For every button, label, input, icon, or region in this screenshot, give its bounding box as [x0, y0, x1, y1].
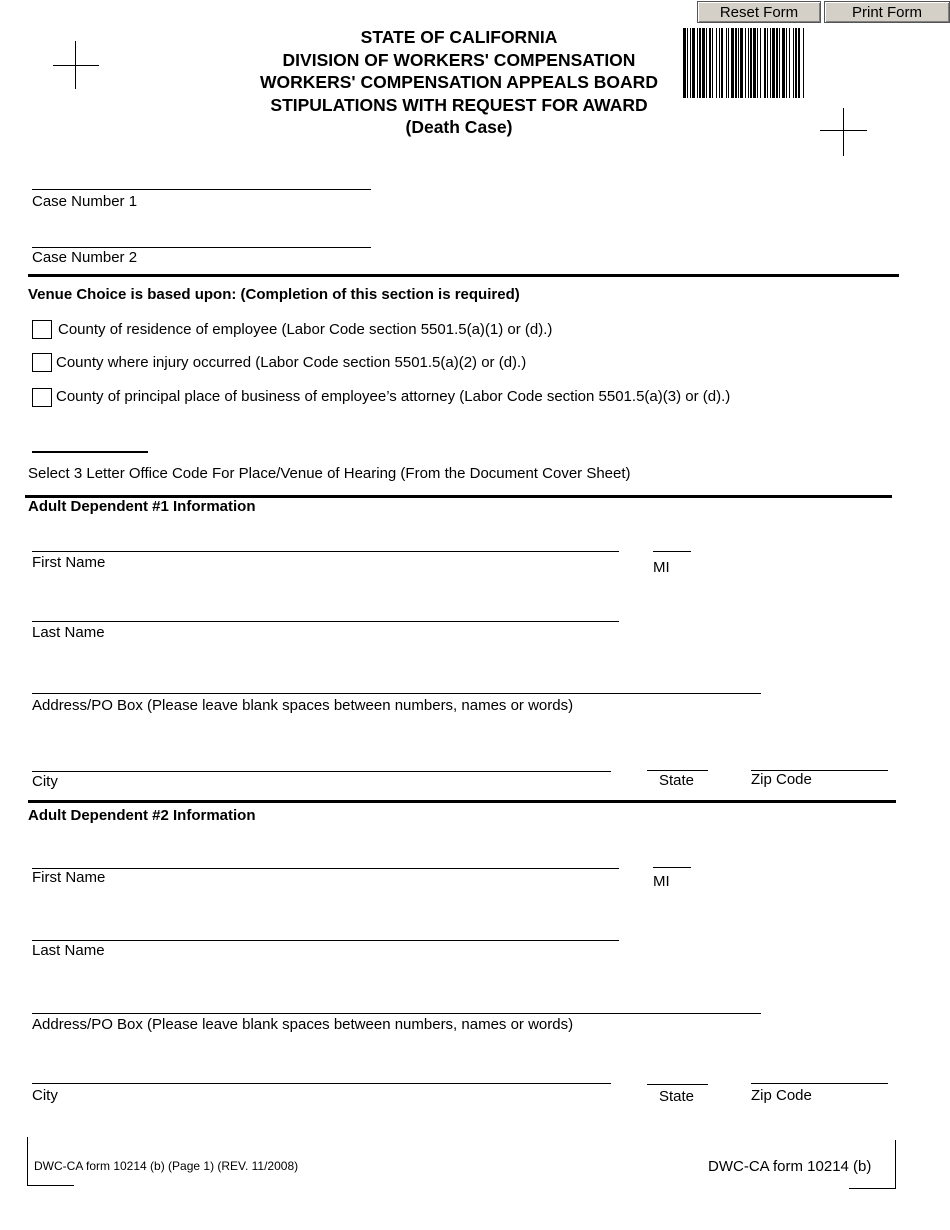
dependent1-last-name-input[interactable]: [32, 602, 618, 620]
dependent2-zip-label: Zip Code: [751, 1087, 812, 1104]
dependent1-last-name-label: Last Name: [32, 624, 105, 641]
dependent2-address-label: Address/PO Box (Please leave blank spaces between numbers, names or words): [32, 1016, 574, 1033]
dependent2-state-line: [647, 1084, 708, 1085]
dependent1-zip-input[interactable]: [751, 751, 887, 769]
dependent1-first-name-label: First Name: [32, 554, 106, 571]
reset-form-button[interactable]: Reset Form: [697, 1, 821, 23]
dependent2-city-line: [32, 1083, 611, 1084]
dependent2-mi-line: [653, 867, 691, 868]
case-number-1-line: [32, 189, 371, 190]
dependent2-zip-input[interactable]: [751, 1064, 887, 1082]
dependent2-state-input[interactable]: [647, 1065, 707, 1083]
dependent1-mi-line: [653, 551, 691, 552]
venue-heading: Venue Choice is based upon: (Completion of this section is required): [28, 286, 520, 303]
dependent2-last-name-label: Last Name: [32, 942, 105, 959]
venue-attorney-label: County of principal place of business of employee’s attorney (Labor Code section 5501.5(a)(3) or (d).): [56, 388, 731, 405]
barcode-image: [683, 28, 901, 98]
dependent2-first-name-line: [32, 868, 619, 869]
office-code-line: [32, 451, 148, 453]
dependent1-heading: Adult Dependent #1 Information: [28, 498, 256, 515]
dependent2-state-label: State: [659, 1088, 695, 1105]
dependent1-zip-label: Zip Code: [751, 771, 812, 788]
dependent2-first-name-input[interactable]: [32, 849, 618, 867]
title-line-division: DIVISION OF WORKERS' COMPENSATION: [282, 49, 636, 70]
case-number-1-label: Case Number 1: [32, 193, 138, 210]
dependent2-mi-input[interactable]: [653, 849, 690, 867]
venue-injury-label: County where injury occurred (Labor Code section 5501.5(a)(2) or (d).): [56, 354, 527, 371]
case-number-2-label: Case Number 2: [32, 249, 138, 266]
title-line-stipulations: STIPULATIONS WITH REQUEST FOR AWARD: [270, 94, 648, 115]
section-divider: [28, 274, 899, 277]
print-form-button[interactable]: Print Form: [824, 1, 950, 23]
title-line-board: WORKERS' COMPENSATION APPEALS BOARD: [260, 72, 658, 93]
venue-residence-checkbox[interactable]: [32, 320, 52, 339]
dependent1-state-label: State: [659, 772, 695, 789]
dependent1-last-name-line: [32, 621, 619, 622]
venue-injury-checkbox[interactable]: [32, 353, 52, 372]
footer-form-revision: DWC-CA form 10214 (b) (Page 1) (REV. 11/2008): [34, 1159, 299, 1173]
dependent2-address-input[interactable]: [32, 994, 760, 1012]
case-number-1-input[interactable]: [32, 170, 370, 188]
dependent1-first-name-line: [32, 551, 619, 552]
dependent2-city-label: City: [32, 1087, 58, 1104]
dependent2-last-name-line: [32, 940, 619, 941]
office-code-label: Select 3 Letter Office Code For Place/Venue of Hearing (From the Document Cover Sheet): [28, 465, 631, 482]
dependent2-heading: Adult Dependent #2 Information: [28, 807, 256, 824]
dependent2-divider: [28, 800, 896, 803]
venue-attorney-checkbox[interactable]: [32, 388, 52, 407]
case-number-2-input[interactable]: [32, 228, 370, 246]
dependent2-last-name-input[interactable]: [32, 921, 618, 939]
dependent1-first-name-input[interactable]: [32, 532, 618, 550]
dependent1-address-input[interactable]: [32, 674, 760, 692]
dependent1-city-line: [32, 771, 611, 772]
case-number-2-line: [32, 247, 371, 248]
dependent1-address-label: Address/PO Box (Please leave blank spaces between numbers, names or words): [32, 697, 574, 714]
dependent2-address-line: [32, 1013, 761, 1014]
dependent1-state-input[interactable]: [647, 751, 707, 769]
title-line-death-case: (Death Case): [405, 117, 513, 138]
form-title: [240, 26, 678, 139]
footer-form-id: DWC-CA form 10214 (b): [708, 1158, 872, 1175]
dependent2-first-name-label: First Name: [32, 869, 106, 886]
dependent2-mi-label: MI: [653, 873, 670, 890]
dependent1-mi-input[interactable]: [653, 533, 690, 551]
dependent2-zip-line: [751, 1083, 888, 1084]
dependent1-city-label: City: [32, 773, 58, 790]
dependent1-city-input[interactable]: [32, 752, 610, 770]
title-line-state: STATE OF CALIFORNIA: [360, 27, 558, 47]
venue-residence-label: County of residence of employee (Labor Code section 5501.5(a)(1) or (d).): [58, 321, 553, 338]
dependent1-state-line: [647, 770, 708, 771]
dependent1-mi-label: MI: [653, 559, 670, 576]
dependent2-city-input[interactable]: [32, 1064, 610, 1082]
dependent1-address-line: [32, 693, 761, 694]
office-code-input[interactable]: [32, 432, 147, 450]
